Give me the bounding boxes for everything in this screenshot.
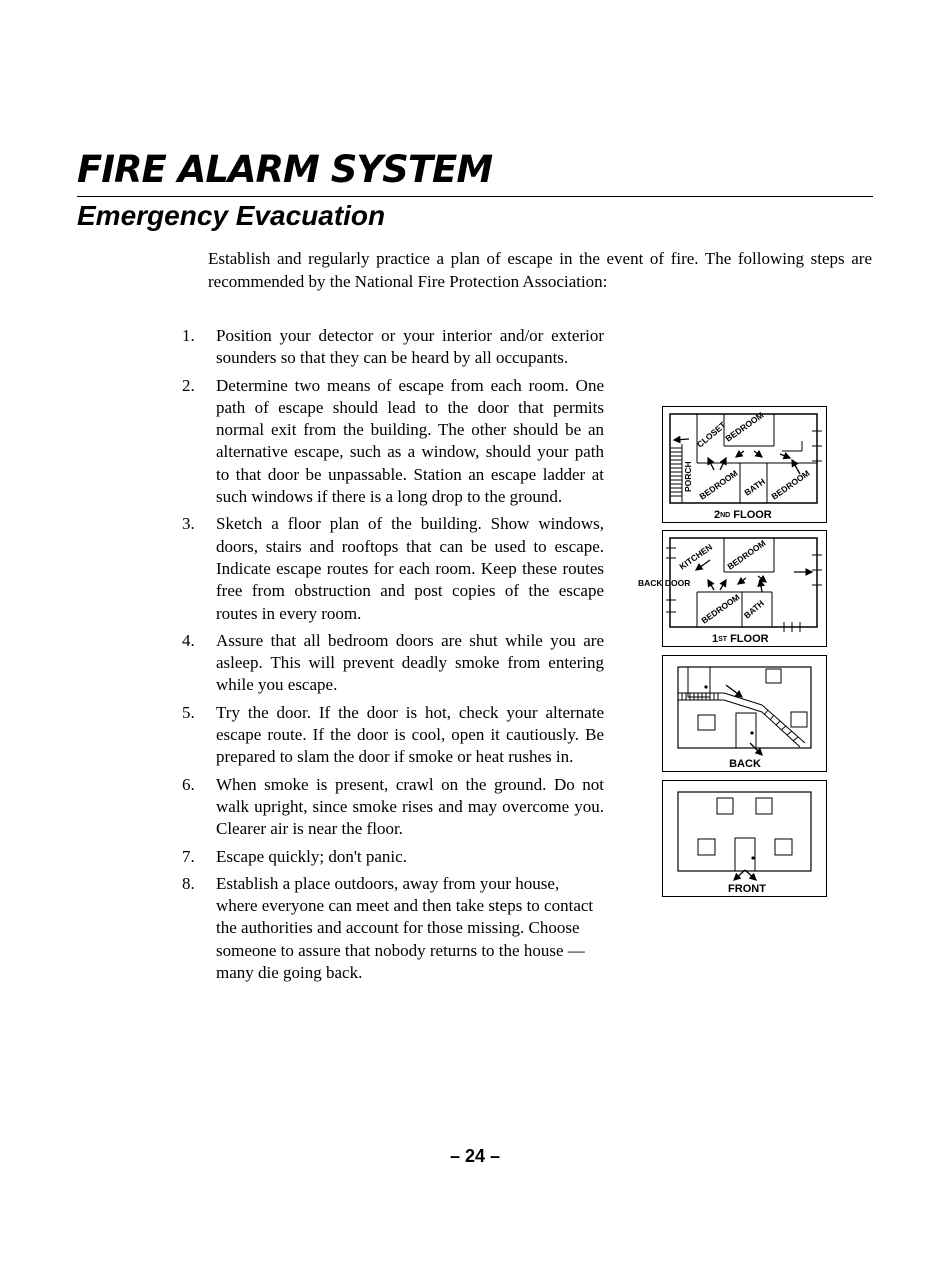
bedroom-bottom-label: BEDROOM bbox=[699, 591, 742, 626]
step-number: 8. bbox=[182, 873, 195, 893]
front-caption: FRONT bbox=[728, 883, 766, 895]
step-text: Try the door. If the door is hot, check your alternate escape route. If the door is cool, open it cautiously. Be prepared to slam the door if smoke or heat rushes in. bbox=[216, 702, 604, 767]
porch-label: PORCH bbox=[683, 461, 693, 492]
back-view-figure bbox=[662, 655, 827, 772]
step-text: Establish a place outdoors, away from your house, where everyone can meet and then take steps to contact the authorities and account for those missing. Choose someone to assure that nobody returns to the house — many die going back. bbox=[216, 873, 594, 983]
step-number: 7. bbox=[182, 846, 195, 866]
bath-label: BATH bbox=[741, 598, 766, 621]
step-text: Sketch a floor plan of the building. Show windows, doors, stairs and rooftops that can be used to escape. Indicate escape routes for each room. Keep these routes free from obstruction and post copies of the escape routes in every room. bbox=[216, 514, 604, 623]
step-number: 5. bbox=[182, 702, 195, 722]
bedroom-top-label: BEDROOM bbox=[723, 409, 766, 444]
floor-number: 1 bbox=[712, 633, 719, 645]
floor-number: 2 bbox=[714, 509, 721, 521]
step-item bbox=[182, 774, 604, 841]
step-text: Escape quickly; don't panic. bbox=[216, 846, 407, 866]
floor-ordinal: ND bbox=[720, 512, 731, 519]
page-number: – 24 – bbox=[449, 1146, 501, 1166]
step-number: 3. bbox=[182, 514, 195, 534]
kitchen-label: KITCHEN bbox=[677, 541, 715, 572]
first-floor-plan-figure bbox=[638, 530, 827, 647]
step-item bbox=[182, 702, 604, 769]
intro-paragraph: Establish and regularly practice a plan of escape in the event of fire. The following steps are recommended by the National Fire Protection Association: bbox=[208, 249, 872, 291]
first-floor-plan-diagram bbox=[638, 530, 827, 647]
back-caption: BACK bbox=[729, 758, 761, 770]
second-floor-plan-diagram bbox=[662, 406, 827, 523]
bedroom-top-label: BEDROOM bbox=[725, 537, 768, 572]
front-view-diagram bbox=[662, 780, 827, 897]
back-view-diagram bbox=[662, 655, 827, 772]
step-text: Position your detector or your interior and/or exterior sounders so that they can be heard by all occupants. bbox=[216, 326, 604, 368]
floor-ordinal: ST bbox=[718, 636, 728, 643]
section-subtitle: Emergency Evacuation bbox=[77, 200, 386, 231]
bedroom-right-label: BEDROOM bbox=[769, 467, 812, 502]
step-item bbox=[182, 513, 604, 624]
step-text: When smoke is present, crawl on the ground. Do not walk upright, since smoke rises and may overcome you. Clearer air is near the floor. bbox=[216, 774, 604, 839]
step-item bbox=[182, 325, 604, 370]
first-floor-caption bbox=[712, 633, 769, 645]
second-floor-caption bbox=[714, 509, 772, 521]
step-text: Determine two means of escape from each room. One path of escape should lead to the door that permits normal exit from the building. The other should be an alternative escape, such as a window, should your path to that door be unpassable. Station an escape ladder at such windows if there is a long drop to the ground. bbox=[216, 375, 604, 507]
bath-label: BATH bbox=[742, 476, 767, 498]
floor-word: FLOOR bbox=[733, 509, 772, 521]
title-rule bbox=[77, 196, 873, 197]
back-door-label: BACK DOOR bbox=[638, 578, 691, 588]
step-text: Assure that all bedroom doors are shut while you are asleep. This will prevent deadly smoke from entering while you escape. bbox=[216, 630, 604, 695]
front-view-figure bbox=[662, 780, 827, 897]
step-number: 6. bbox=[182, 774, 195, 794]
second-floor-plan-figure bbox=[662, 406, 827, 523]
step-item bbox=[182, 873, 604, 984]
closet-label: CLOSET bbox=[694, 419, 728, 450]
step-item bbox=[182, 375, 604, 509]
step-number: 2. bbox=[182, 375, 195, 395]
floor-word: FLOOR bbox=[730, 633, 769, 645]
step-number: 1. bbox=[182, 326, 195, 345]
steps-list bbox=[182, 325, 604, 989]
step-item bbox=[182, 630, 604, 697]
document-title: FIRE ALARM SYSTEM bbox=[77, 148, 493, 191]
step-number: 4. bbox=[182, 630, 195, 650]
step-item bbox=[182, 846, 604, 868]
bedroom-left-label: BEDROOM bbox=[697, 467, 740, 502]
